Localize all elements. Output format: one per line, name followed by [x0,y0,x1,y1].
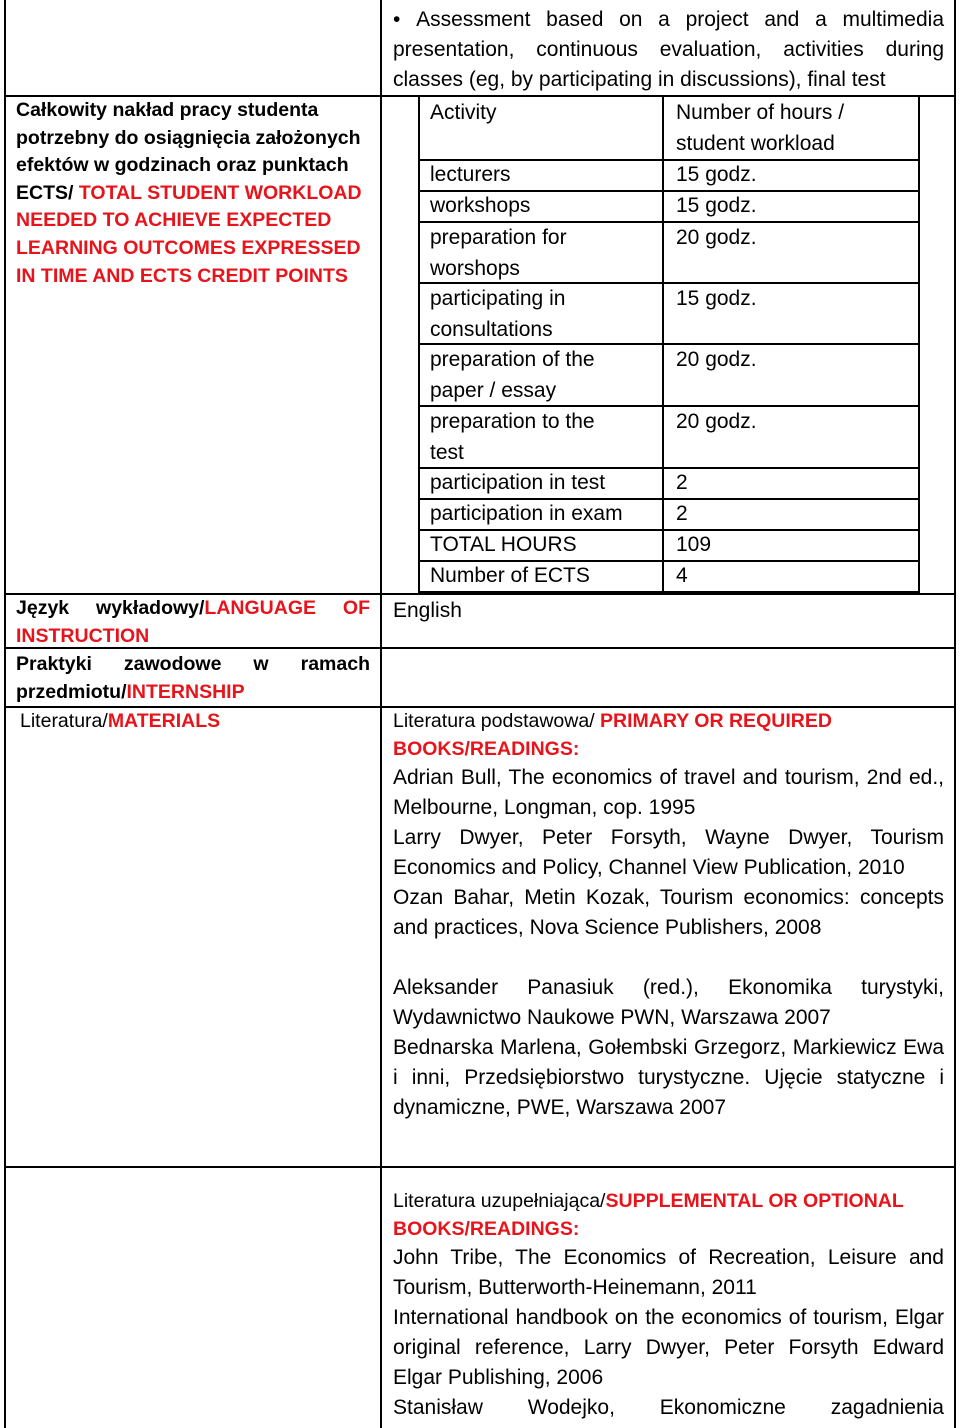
hours-cell: 20 godz. [676,226,757,249]
supplemental-readings [393,1187,944,1423]
internship-label: Praktyki zawodowe w ramach przedmiotu/INTERNSHIP [16,653,370,703]
hours-cell: 2 [676,471,688,494]
book-entry: Larry Dwyer, Peter Forsyth, Wayne Dwyer, Tourism Economics and Policy, Channel View Publication, 2010 [393,826,944,879]
book-entry: Adrian Bull, The economics of travel and tourism, 2nd ed., Melbourne, Longman, cop. 1995 [393,766,944,819]
hours-cell: 15 godz. [676,163,757,186]
assessment-text: • Assessment based on a project and a multimedia presentation, continuous evaluation, activities during classes (eg, by participating in discussions), final test [393,8,945,91]
activity-cell: participation in exam [430,502,623,525]
table-border-right [954,0,956,1428]
hours-cell: 2 [676,502,688,525]
table-border-left [4,0,6,1428]
primary-readings [393,707,944,1123]
ects-value: 4 [676,564,688,587]
activity-cell: lecturers [430,163,511,186]
book-entry: Aleksander Panasiuk (red.), Ekonomika turystyki, Wydawnictwo Naukowe PWN, Warszawa 2007 [393,976,944,1029]
activity-cell: participation in test [430,471,606,494]
ects-label: Number of ECTS [430,564,590,587]
book-entry: John Tribe, The Economics of Recreation, Leisure and Tourism, Butterworth-Heinemann, 2011 [393,1246,944,1299]
language-label: Język wykładowy/LANGUAGE OF INSTRUCTION [16,597,370,647]
row-divider [4,1166,956,1168]
hours-cell: 20 godz. [676,410,757,433]
book-entry: International handbook on the economics of tourism, Elgar original reference, Larry Dwyer, Peter Forsyth Edward Elgar Publishing, 2006 [393,1306,944,1389]
total-hours-label: TOTAL HOURS [430,533,577,556]
workload-table [418,95,920,593]
materials-label: Literatura/MATERIALS [20,710,221,732]
activity-cell: preparation to the test [430,410,595,464]
activity-cell: preparation for worshops [430,226,567,280]
book-entry: Ozan Bahar, Metin Kozak, Tourism economics: concepts and practices, Nova Science Publishers, 2008 [393,886,944,939]
total-hours-value: 109 [676,533,712,556]
supplemental-heading: Literatura uzupełniająca/SUPPLEMENTAL OR OPTIONAL BOOKS/READINGS: [393,1190,904,1240]
table-column-divider [380,0,382,1428]
activity-cell: participating in consultations [430,287,566,341]
activity-cell: workshops [430,194,531,217]
hours-cell: 20 godz. [676,348,757,371]
book-entry: Stanisław Wodejko, Ekonomiczne zagadnienia [393,1396,944,1419]
primary-heading: Literatura podstawowa/ PRIMARY OR REQUIRED BOOKS/READINGS: [393,710,832,760]
header-hours: Number of hours / student workload [676,101,845,155]
hours-cell: 15 godz. [676,194,757,217]
activity-cell: preparation of the paper / essay [430,348,595,402]
book-entry: Bednarska Marlena, Gołembski Grzegorz, Markiewicz Ewa i inni, Przedsiębiorstwo turystyczne. Ujęcie statyczne i dynamiczne, PWE, Warszawa 2007 [393,1036,944,1119]
header-activity: Activity [430,101,497,124]
workload-label: Całkowity nakład pracy studenta potrzebny do osiągnięcia założonych efektów w godzinach oraz punktach ECTS/ TOTAL STUDENT WORKLOAD NEEDED TO ACHIEVE EXPECTED LEARNING OUTCOMES EXPRESSED IN TIME AND ECTS CREDIT POINTS [16,99,362,287]
bullet-icon: • [393,8,417,31]
language-value: English [393,599,462,622]
hours-cell: 15 godz. [676,287,757,310]
